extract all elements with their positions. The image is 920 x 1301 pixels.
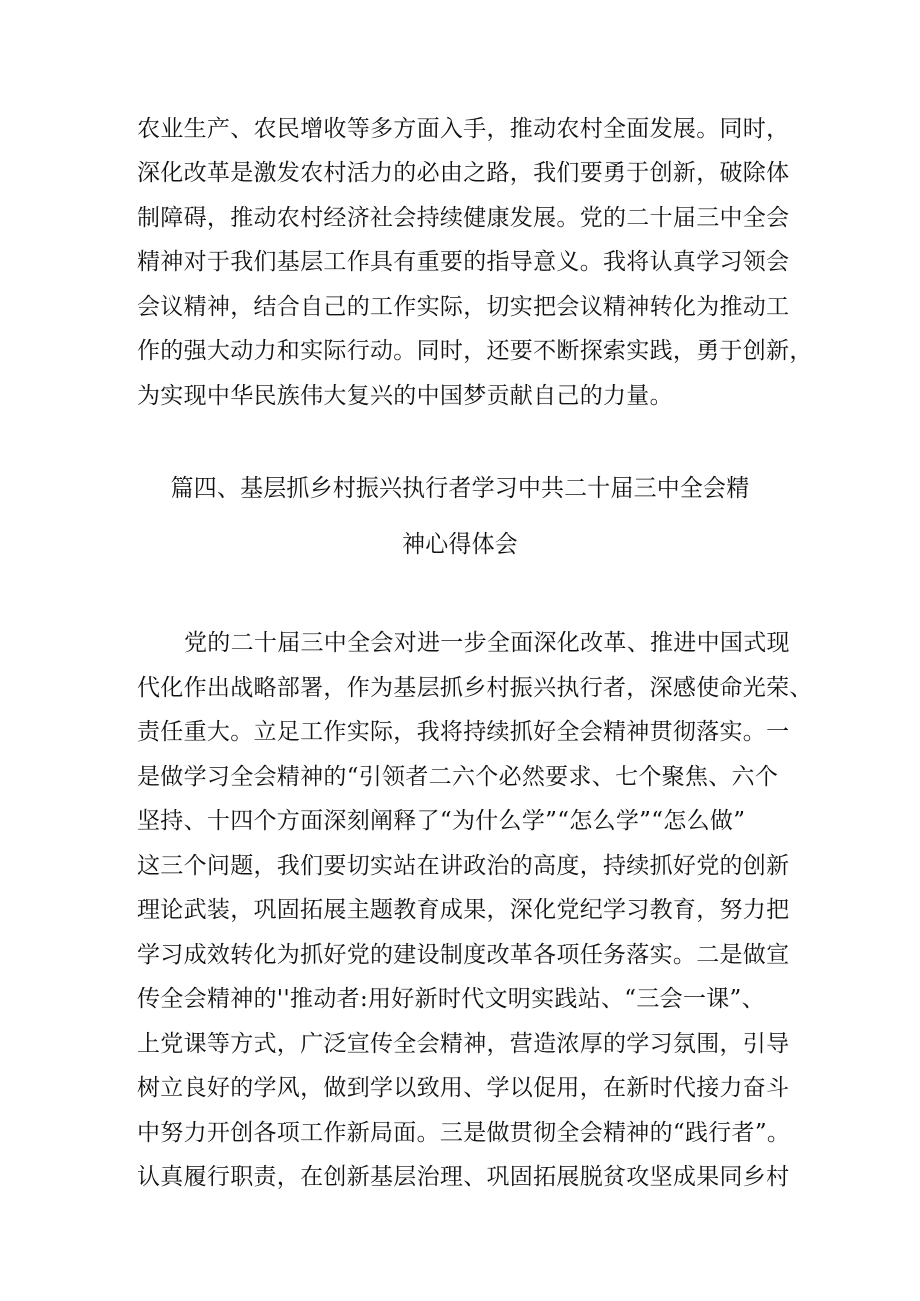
text-line: 代化作出战略部署，作为基层抓乡村振兴执行者，深感使命光荣、 — [137, 675, 813, 701]
heading-line: 神心得体会 — [402, 530, 518, 558]
heading-line: 篇四、基层抓乡村振兴执行者学习中共二十届三中全会精 — [170, 474, 750, 502]
text-line: 会议精神，结合自己的工作实际，切实把会议精神转化为推动工 — [137, 294, 790, 320]
text-line: 作的强大动力和实际行动。同时，还要不断探索实践，勇于创新， — [137, 338, 813, 364]
text-line: 精神对于我们基层工作具有重要的指导意义。我将认真学习领会 — [137, 249, 790, 275]
text-line: 为实现中华民族伟大复兴的中国梦贡献自己的力量。 — [137, 383, 673, 409]
text-line: 深化改革是激发农村活力的必由之路，我们要勇于创新，破除体 — [137, 160, 790, 186]
text-line: 学习成效转化为抓好党的建设制度改革各项任务落实。二是做宣 — [137, 942, 790, 968]
text-line: 这三个问题，我们要切实站在讲政治的高度，持续抓好党的创新 — [137, 853, 790, 879]
text-line: 认真履行职责，在创新基层治理、巩固拓展脱贫攻坚成果同乡村 — [137, 1164, 790, 1190]
text-line: 农业生产、农民增收等多方面入手，推动农村全面发展。同时， — [137, 116, 790, 142]
text-line: 理论武装，巩固拓展主题教育成果，深化党纪学习教育，努力把 — [137, 897, 790, 923]
text-line: 上党课等方式，广泛宣传全会精神，营造浓厚的学习氛围，引导 — [137, 1031, 790, 1057]
text-line: 传全会精神的''推动者:用好新时代文明实践站、“三会一课”、 — [137, 986, 765, 1012]
text-line: 中努力开创各项工作新局面。三是做贯彻全会精神的“践行者”。 — [137, 1120, 791, 1146]
text-line: 责任重大。立足工作实际，我将持续抓好全会精神贯彻落实。一 — [137, 719, 790, 745]
text-line: 制障碍，推动农村经济社会持续健康发展。党的二十届三中全会 — [137, 205, 790, 231]
text-line: 树立良好的学风，做到学以致用、学以促用，在新时代接力奋斗 — [137, 1075, 790, 1101]
text-line: 坚持、十四个方面深刻阐释了“为什么学”“怎么学”“怎么做” — [137, 808, 746, 834]
text-line: 是做学习全会精神的“引领者二六个必然要求、七个聚焦、六个 — [137, 764, 779, 790]
text-line: 党的二十届三中全会对进一步全面深化改革、推进中国式现 — [184, 630, 790, 656]
